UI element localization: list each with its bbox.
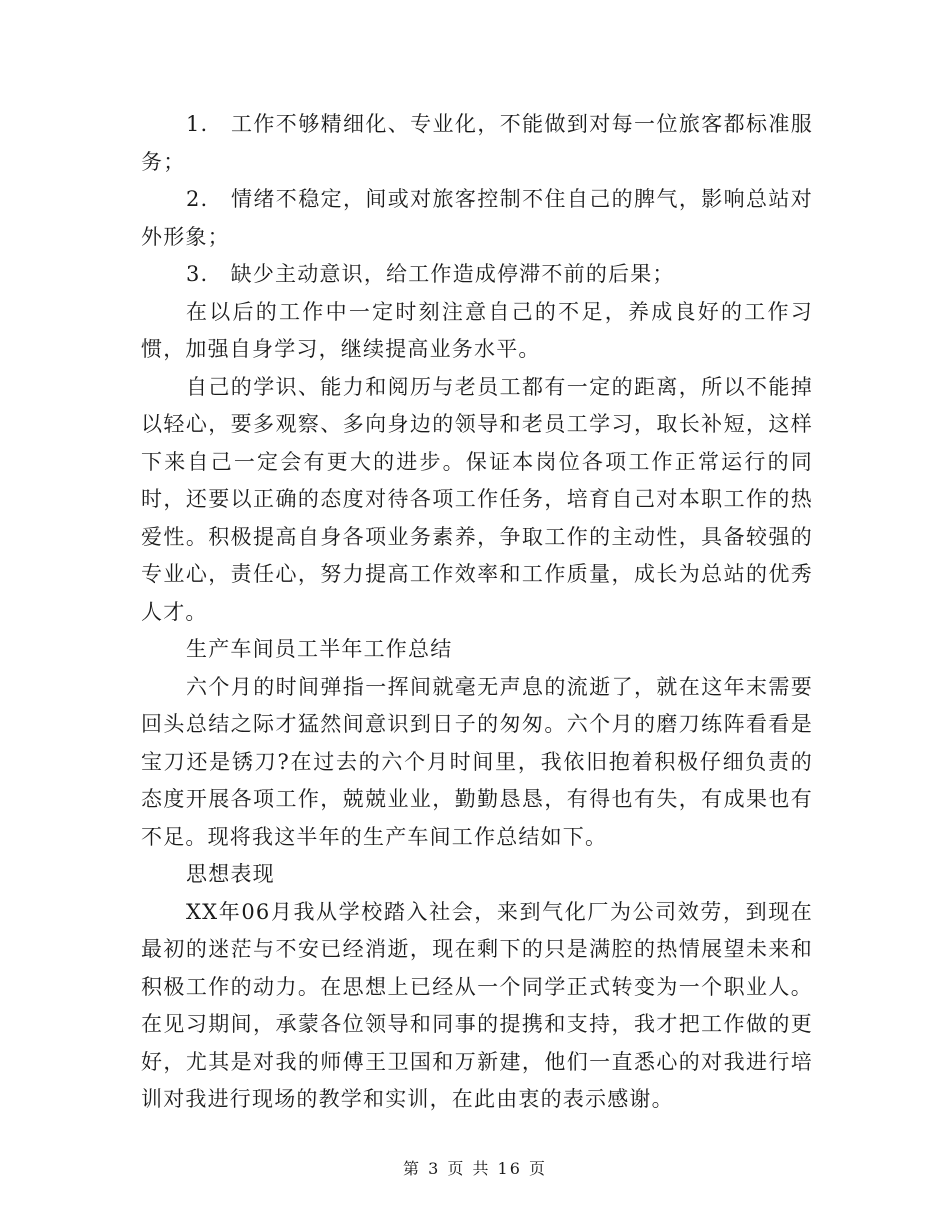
list-item-3: 3. 缺少主动意识，给工作造成停滞不前的后果； [186,262,675,286]
document-body [141,106,813,1119]
section-heading-thoughts: 思想表现 [186,862,275,886]
paragraph-intro: 六个月的时间弹指一挥间就毫无声息的流逝了，就在这年末需要回头总结之际才猛然间意识到日子的匆匆。六个月的磨刀练阵看看是宝刀还是锈刀?在过去的六个月时间里，我依旧抱着积极仔细负责的态度开展各项工作，兢兢业业，勤勤恳恳，有得也有失，有成果也有不足。现将我这半年的生产车间工作总结如下。 [141,674,813,849]
paragraph-improvement: 在以后的工作中一定时刻注意自己的不足，养成良好的工作习惯，加强自身学习，继续提高业务水平。 [141,299,813,361]
section-heading-summary: 生产车间员工半年工作总结 [186,637,453,661]
paragraph-learning: 自己的学识、能力和阅历与老员工都有一定的距离，所以不能掉以轻心，要多观察、多向身边的领导和老员工学习，取长补短，这样下来自己一定会有更大的进步。保证本岗位各项工作正常运行的同时，还要以正确的态度对待各项工作任务，培育自己对本职工作的热爱性。积极提高自身各项业务素养，争取工作的主动性，具备较强的专业心，责任心，努力提高工作效率和工作质量，成长为总站的优秀人才。 [141,374,813,624]
page-number-footer: 第 3 页 共 16 页 [403,1159,547,1178]
list-item-2: 2. 情绪不稳定，间或对旅客控制不住自己的脾气，影响总站对外形象； [141,187,813,249]
list-item-1: 1. 工作不够精细化、专业化，不能做到对每一位旅客都标准服务； [141,112,813,174]
paragraph-thoughts: XX年06月我从学校踏入社会，来到气化厂为公司效劳，到现在最初的迷茫与不安已经消逝，现在剩下的只是满腔的热情展望未来和积极工作的动力。在思想上已经从一个同学正式转变为一个职业人。在见习期间，承蒙各位领导和同事的提携和支持，我才把工作做的更好，尤其是对我的师傅王卫国和万新建，他们一直悉心的对我进行培训对我进行现场的教学和实训，在此由衷的表示感谢。 [141,899,813,1111]
